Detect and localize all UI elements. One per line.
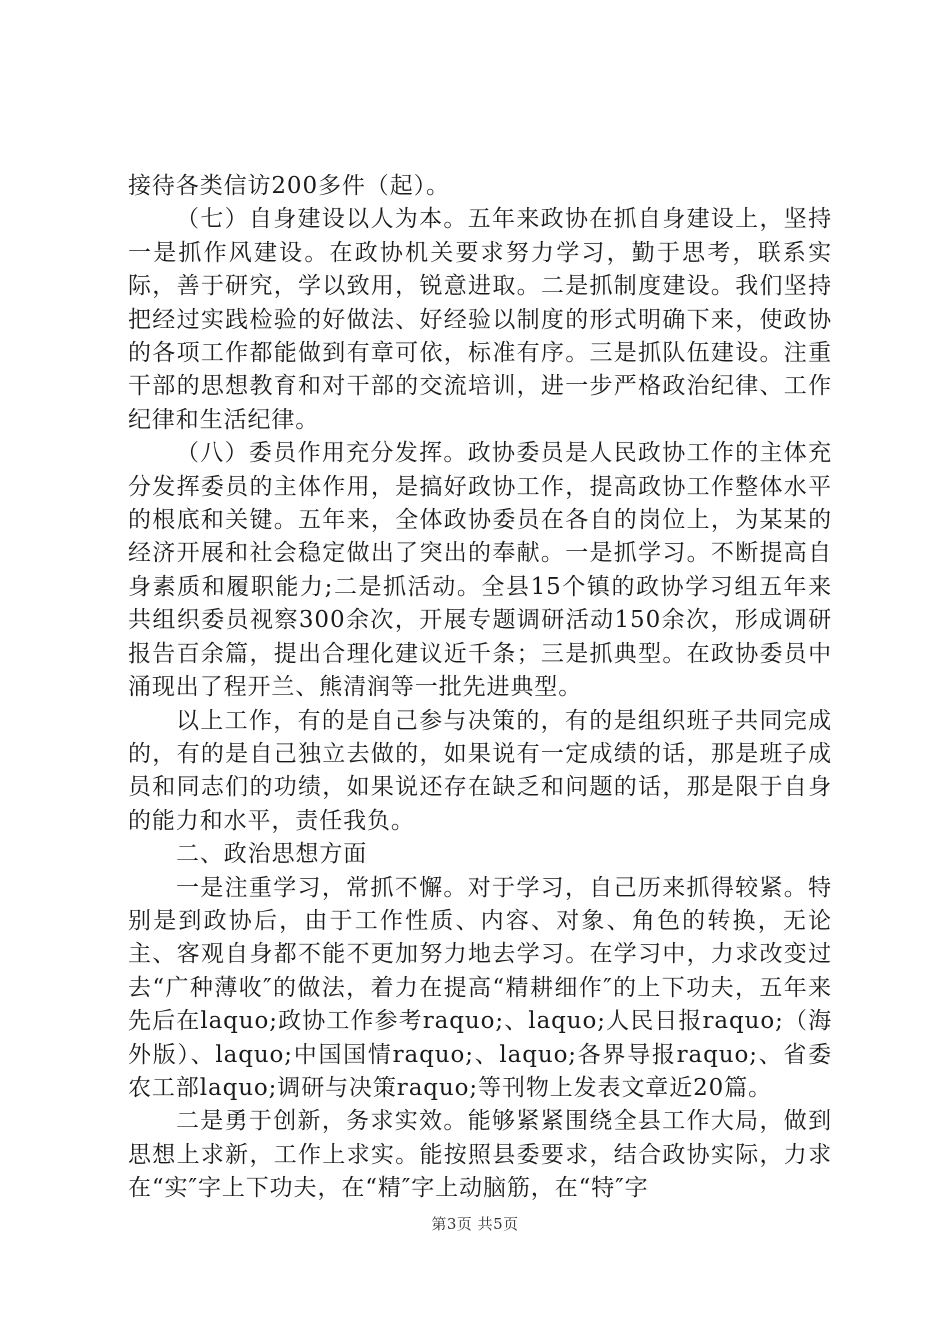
paragraph-study: 一是注重学习，常抓不懈。对于学习，自己历来抓得较紧。特别是到政协后，由于工作性质、内容、对象、角色的转换，无论主、客观自身都不能不更加努力地去学习。在学习中，力求改变过去“广种薄收″的做法，着力在提高“精耕细作″的上下功夫，五年来先后在laquo;政协工作参考raquo;、laquo;人民日报raquo;（海外版）、laquo;中国国情raquo;、laquo;各界导报raquo;、省委农工部laquo;调研与决策raquo;等刊物上发表文章近20篇。 <box>128 874 832 1101</box>
paragraph-innovation: 二是勇于创新，务求实效。能够紧紧围绕全县工作大局，做到思想上求新，工作上求实。能按照县委要求，结合政协实际，力求在“实″字上下功夫，在“精″字上动脑筋，在“特″字 <box>128 1108 832 1202</box>
paragraph-self-building: （七）自身建设以人为本。五年来政协在抓自身建设上，坚持一是抓作风建设。在政协机关要求努力学习，勤于思考，联系实际，善于研究，学以致用，锐意进取。二是抓制度建设。我们坚持把经过实践检验的好做法、好经验以制度的形式明确下来，使政协的各项工作都能做到有章可依，标准有序。三是抓队伍建设。注重干部的思想教育和对干部的交流培训，进一步严格政治纪律、工作纪律和生活纪律。 <box>128 206 832 433</box>
paragraph-summary: 以上工作，有的是自己参与决策的，有的是组织班子共同完成的，有的是自己独立去做的，如果说有一定成绩的话，那是班子成员和同志们的功绩，如果说还存在缺乏和问题的话，那是限于自身的能力和水平，责任我负。 <box>128 707 832 834</box>
paragraph-member-role: （八）委员作用充分发挥。政协委员是人民政协工作的主体充分发挥委员的主体作用，是搞好政协工作，提高政协工作整体水平的根底和关键。五年来，全体政协委员在各自的岗位上，为某某的经济开展和社会稳定做出了突出的奉献。一是抓学习。不断提高自身素质和履职能力;二是抓活动。全县15个镇的政协学习组五年来共组织委员视察300余次，开展专题调研活动150余次，形成调研报告百余篇，提出合理化建议近千条；三是抓典型。在政协委员中涌现出了程开兰、熊清润等一批先进典型。 <box>128 440 832 701</box>
page-footer: 第3页 共5页 <box>431 1215 519 1233</box>
section-heading-political-thought: 二、政治思想方面 <box>176 841 368 868</box>
paragraph-petition-count: 接待各类信访200多件（起）。 <box>128 173 450 199</box>
document-body <box>128 170 832 1206</box>
